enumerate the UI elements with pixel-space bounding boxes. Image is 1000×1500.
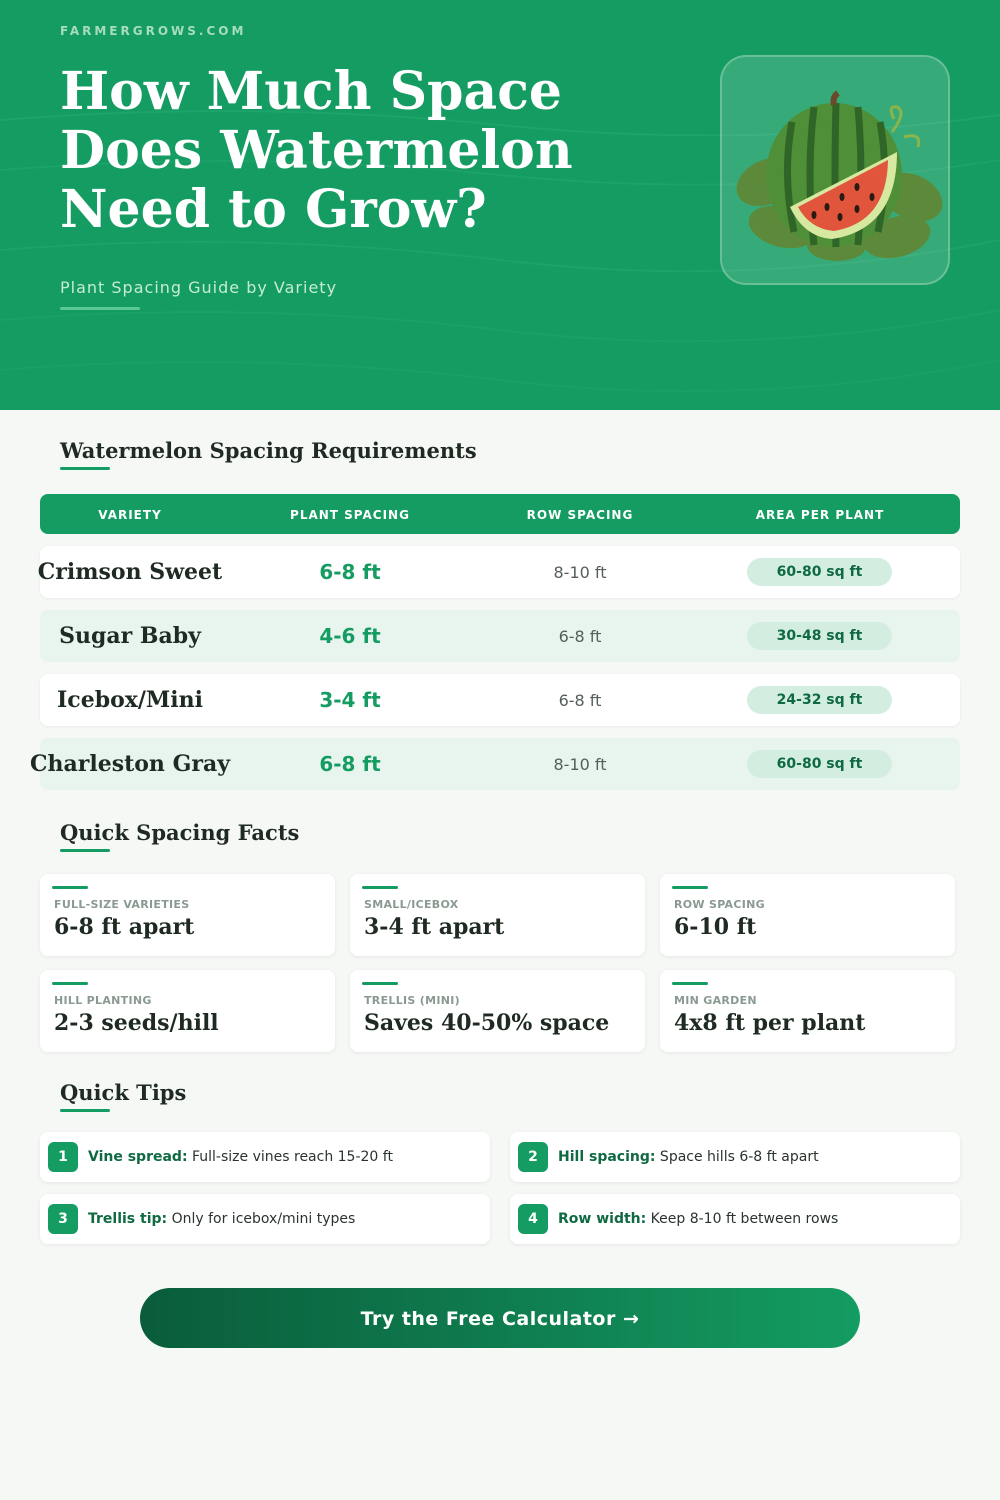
tip-number-badge: 3 [48,1204,78,1234]
area-badge: 60-80 sq ft [747,750,892,778]
variety-name: Icebox/Mini [57,687,203,713]
table-row [30,738,960,790]
watermelon-image-card [720,55,950,285]
fact-label: HILL PLANTING [54,994,152,1007]
area-badge: 30-48 sq ft [747,622,892,650]
tip-card [40,1132,490,1182]
variety-name: Sugar Baby [59,623,201,649]
tip-card [40,1194,490,1244]
table-row [40,674,960,726]
table-row [40,610,960,662]
column-header-area: AREA PER PLANT [755,508,885,522]
hero-banner [0,0,1000,410]
fact-card [40,874,335,956]
subtitle-underline [60,307,140,310]
area-badge: 24-32 sq ft [747,686,892,714]
fact-accent [362,886,398,889]
column-header-variety: VARIETY [98,508,162,522]
fact-value: 6-10 ft [674,914,757,940]
tip-heading: Trellis tip: [88,1211,168,1227]
fact-card [350,970,645,1052]
tip-number-badge: 2 [518,1142,548,1172]
table-row [37,546,960,598]
tip-card [510,1194,960,1244]
fact-card [40,970,335,1052]
section-underline [60,849,110,852]
tip-body: Space hills 6-8 ft apart [655,1149,819,1165]
section-underline [60,1109,110,1112]
tip-heading: Hill spacing: [558,1149,656,1165]
fact-accent [362,982,398,985]
tip-body: Keep 8-10 ft between rows [646,1211,839,1227]
fact-accent [672,982,708,985]
fact-value: 3-4 ft apart [364,914,505,940]
spacing-section-title: Watermelon Spacing Requirements [60,438,477,463]
fact-value: Saves 40-50% space [364,1010,610,1036]
tip-card [510,1132,960,1182]
variety-name: Charleston Gray [30,751,230,777]
table-header [40,494,960,534]
plant-spacing: 6-8 ft [319,560,381,584]
fact-value: 6-8 ft apart [54,914,195,940]
tips-section-title: Quick Tips [60,1080,187,1105]
fact-label: TRELLIS (MINI) [364,994,460,1007]
tip-text [558,1132,819,1182]
tip-heading: Vine spread: [88,1149,188,1165]
fact-card [660,970,955,1052]
tip-text [558,1194,838,1244]
fact-label: FULL-SIZE VARIETIES [54,898,190,911]
tip-text [88,1132,393,1182]
fact-card [660,874,955,956]
plant-spacing: 3-4 ft [319,688,381,712]
plant-spacing: 6-8 ft [319,752,381,776]
site-name: FARMERGROWS.COM [60,24,247,38]
tip-number-badge: 1 [48,1142,78,1172]
row-spacing: 6-8 ft [558,691,602,710]
tip-text [88,1194,355,1244]
facts-section-title: Quick Spacing Facts [60,820,300,845]
fact-card [350,874,645,956]
row-spacing: 8-10 ft [553,755,607,774]
section-underline [60,467,110,470]
fact-label: SMALL/ICEBOX [364,898,459,911]
page-title: How Much Space Does Watermelon Need to Grow? [60,61,573,240]
row-spacing: 6-8 ft [558,627,602,646]
fact-accent [52,982,88,985]
variety-name: Crimson Sweet [37,559,223,585]
fact-accent [672,886,708,889]
fact-value: 4x8 ft per plant [674,1010,866,1036]
row-spacing: 8-10 ft [553,563,607,582]
column-header-plant-spacing: PLANT SPACING [290,508,410,522]
fact-value: 2-3 seeds/hill [54,1010,219,1036]
tip-body: Only for icebox/mini types [167,1211,356,1227]
fact-label: ROW SPACING [674,898,765,911]
column-header-row-spacing: ROW SPACING [526,508,634,522]
plant-spacing: 4-6 ft [319,624,381,648]
watermelon-icon [722,57,952,287]
area-badge: 60-80 sq ft [747,558,892,586]
tip-body: Full-size vines reach 15-20 ft [187,1149,393,1165]
page-subtitle: Plant Spacing Guide by Variety [60,278,338,297]
fact-accent [52,886,88,889]
fact-label: MIN GARDEN [674,994,757,1007]
tip-heading: Row width: [558,1211,647,1227]
calculator-cta-button[interactable]: Try the Free Calculator → [140,1288,860,1348]
tip-number-badge: 4 [518,1204,548,1234]
